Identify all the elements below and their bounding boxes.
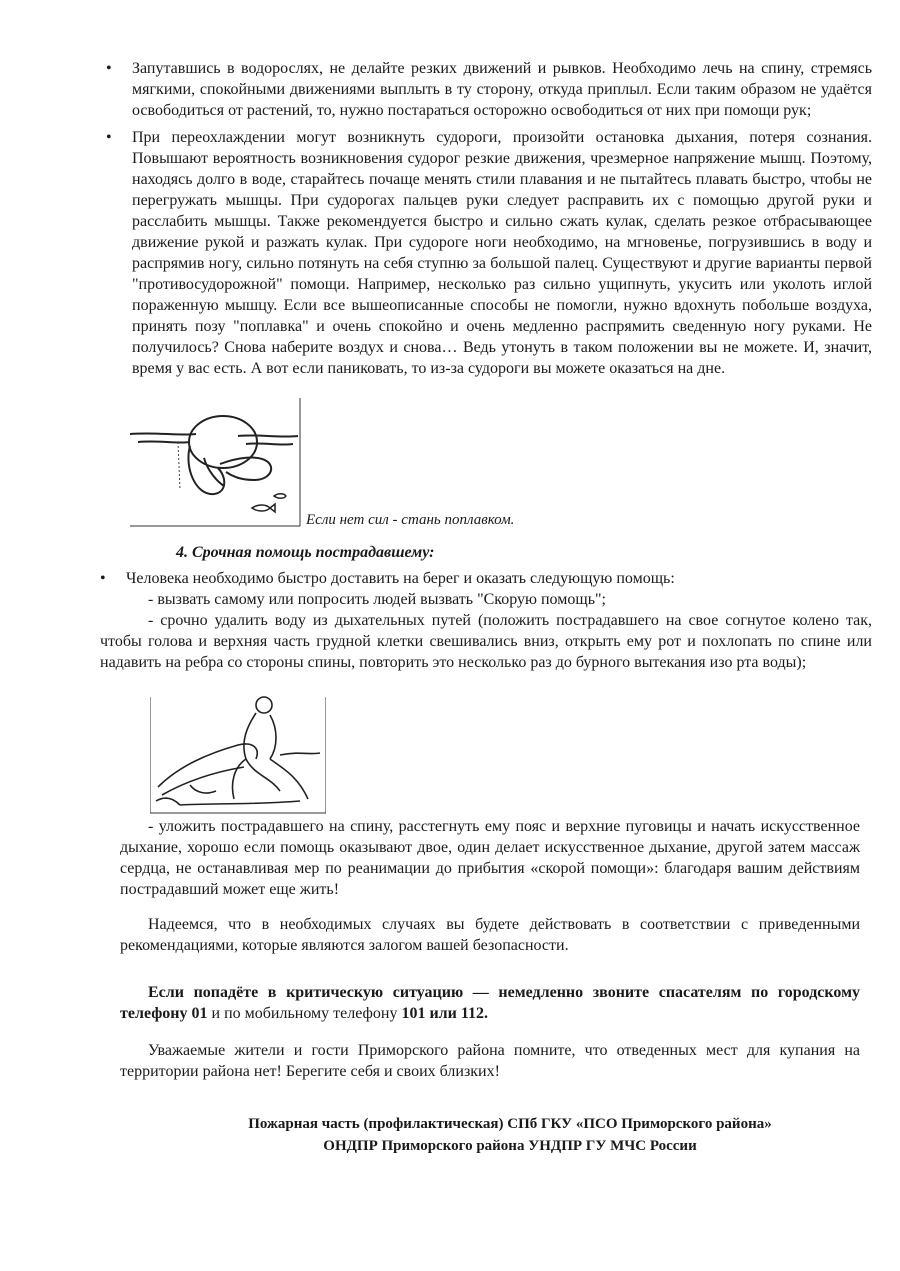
first-aid-illustration xyxy=(150,695,326,815)
first-aid-step-1: - вызвать самому или попросить людей вызвать "Скорую помощь"; xyxy=(148,591,606,608)
hope-paragraph: Надеемся, что в необходимых случаях вы будете действовать в соответствии с приведенными рекомендациями, которые являются залогом вашей безопасности. xyxy=(120,916,860,954)
footer-line-1: Пожарная часть (профилактическая) СПб ГКУ «ПСО Приморского района» xyxy=(248,1116,772,1132)
list-item: • Запутавшись в водорослях, не делайте резких движений и рывков. Необходимо лечь на спину, стремясь мягкими, спокойными движениями выплыть в ту сторону, откуда приплыл. Если таким образом не удаётся освободиться от растений, то, нужно постараться осторожно освободиться от них при помощи рук; xyxy=(100,58,872,121)
float-illustration xyxy=(128,398,303,528)
advice-list xyxy=(100,58,872,385)
emergency-numbers: 101 или 112. xyxy=(401,1005,488,1022)
list-item: • Человека необходимо быстро доставить на берег и оказать следующую помощь: xyxy=(100,568,872,589)
emergency-text-mid: и по мобильному телефону xyxy=(207,1005,402,1022)
emergency-text: Если попадёте в критическую ситуацию — немедленно звоните спасателям по городскому телефону 01 xyxy=(120,984,860,1022)
emergency-paragraph xyxy=(120,982,860,1024)
residents-paragraph: Уважаемые жители и гости Приморского района помните, что отведенных мест для купания на территории района нет! Берегите себя и своих близких! xyxy=(120,1042,860,1080)
figure-caption: Если нет сил - стань поплавком. xyxy=(306,512,515,528)
list-item: • При переохлаждении могут возникнуть судороги, произойти остановка дыхания, потеря сознания. Повышают вероятность возникновения судорог резкие движения, чрезмерное напряжение мышц. Поэтому, находясь долго в воде, старайтесь почаще менять стили плавания и не пытайтесь плавать быстро, чтобы не перегружать мышцы. При судорогах пальцев руки следует расправить их с помощью другой руки и расслабить мышцы. Также рекомендуется быстро и сильно сжать кулак, сделать резкое отбрасывающее движение рукой и разжать кулак. При судороге ноги необходимо, на мгновенье, погрузившись в воду и распрямив ногу, сильно потянуть на себя ступню за большой палец. Существуют и другие варианты первой "противосудорожной" помощи. Например, несколько раз сильно ущипнуть, укусить или уколоть иглой пораженную мышцу. Если все вышеописанные способы не помогли, нужно вдохнуть побольше воздуха, принять позу "поплавка" и очень спокойно и очень медленно распрямить сведенную ногу руками. Не получилось? Снова наберите воздух и снова… Ведь утонуть в таком положении вы не можете. И, значит, время у вас есть. А вот если паниковать, то из-за судороги вы можете оказаться на дне. xyxy=(100,127,872,379)
section-heading: 4. Срочная помощь пострадавшему: xyxy=(176,544,435,561)
first-aid-step-2: - срочно удалить воду из дыхательных путей (положить пострадавшего на свое согнутое колено так, чтобы голова и верхняя часть грудной клетки свешивались вниз, открыть ему рот и похлопать по спине или надавить на ребра со стороны спины, повторить это несколько раз до бурного вытекания изо рта воды); xyxy=(100,612,872,671)
first-aid-block xyxy=(100,568,872,673)
footer-line-2: ОНДПР Приморского района УНДПР ГУ МЧС России xyxy=(323,1138,697,1154)
first-aid-step-3: - уложить пострадавшего на спину, расстегнуть ему пояс и верхние пуговицы и начать искусственное дыхание, хорошо если помощь оказывают двое, один делает искусственное дыхание, другой затем массаж сердца, не останавливая мер по реанимации до прибытия «скорой помощи»: благодаря вашим действиям пострадавший может еще жить! xyxy=(120,818,860,898)
